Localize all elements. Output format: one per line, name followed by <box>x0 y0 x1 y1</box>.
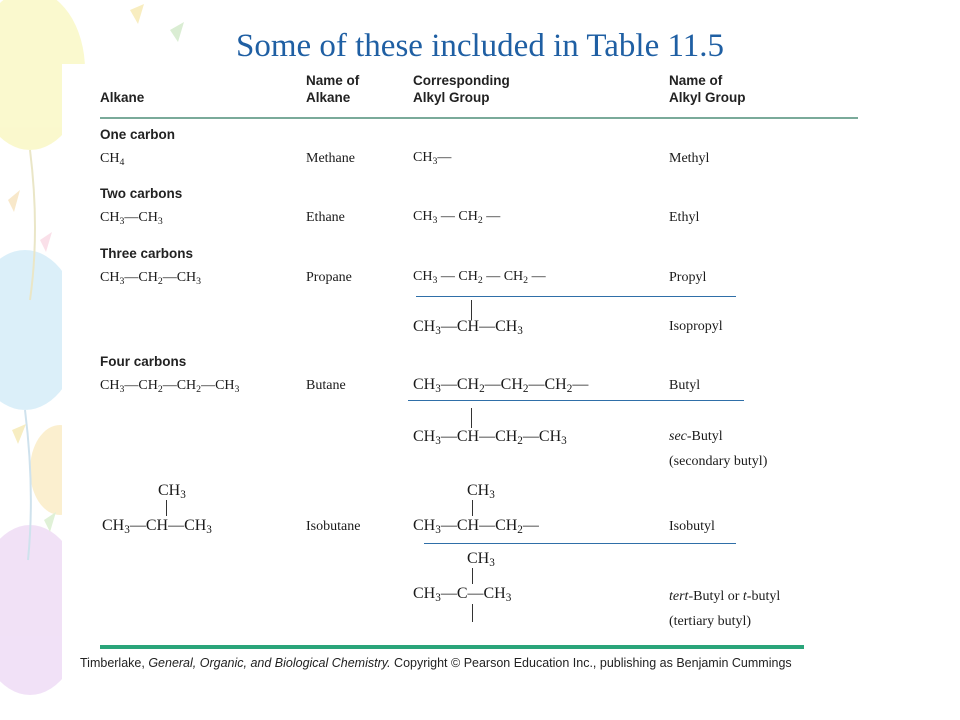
header-name-of-alkyl-line1: Name of <box>669 73 723 88</box>
name-propane: Propane <box>306 270 352 285</box>
group-tert-butyl-formula: $CH_3—C—CH_3$ <box>413 585 512 604</box>
group-ethyl-formula: $CH_3$ — $CH_2$ — <box>413 209 501 226</box>
group-name-butyl: Butyl <box>669 378 701 393</box>
header-alkyl-group-line1: Corresponding <box>413 73 510 88</box>
header-name-of-alkyl <box>669 72 746 106</box>
group-name-isopropyl: Isopropyl <box>669 319 723 334</box>
group-isopropyl-formula: $CH_3—CH—CH_3$ <box>413 318 523 337</box>
header-rule <box>100 117 858 119</box>
copyright-credit <box>80 656 792 670</box>
formula-propane: $CH_3—CH_2—CH_3$ <box>100 270 202 287</box>
section-one-carbon: One carbon <box>100 127 176 142</box>
tert-butyl-top-bond <box>472 568 473 584</box>
group-name-ethyl: Ethyl <box>669 210 700 225</box>
group-name-methyl: Methyl <box>669 151 710 166</box>
isobutyl-bond <box>472 500 473 516</box>
isobutyl-top-methyl: $CH_3$ <box>467 482 495 501</box>
name-isobutane: Isobutane <box>306 519 361 534</box>
row-rule-isobutyl <box>424 543 736 544</box>
group-methyl-formula: $CH_3—$ <box>413 150 452 167</box>
isopropyl-bond <box>471 300 472 320</box>
group-name-sec-butyl: sec-Butyl <box>669 429 723 444</box>
section-four-carbons: Four carbons <box>100 354 187 369</box>
group-propyl-formula: $CH_3$ — $CH_2$ — $CH_2$ — <box>413 269 546 286</box>
formula-ethane: $CH_3—CH_3$ <box>100 210 163 227</box>
header-name-of-alkane <box>306 72 359 106</box>
name-butane: Butane <box>306 378 346 393</box>
section-three-carbons: Three carbons <box>100 246 194 261</box>
alkyl-group-table <box>62 64 898 686</box>
table-bottom-rule <box>100 645 804 649</box>
formula-isobutane: $CH_3—CH—CH_3$ <box>102 517 212 536</box>
isobutane-bond <box>166 500 167 516</box>
isobutane-top-methyl: $CH_3$ <box>158 482 186 501</box>
group-note-tertiary-butyl: (tertiary butyl) <box>669 614 752 629</box>
header-name-of-alkyl-line2: Alkyl Group <box>669 90 746 105</box>
name-methane: Methane <box>306 151 355 166</box>
group-name-propyl: Propyl <box>669 270 707 285</box>
credit-author: Timberlake, <box>80 656 149 670</box>
sec-butyl-bond <box>471 408 472 428</box>
group-note-secondary-butyl: (secondary butyl) <box>669 454 768 469</box>
group-name-tert-butyl: tert-Butyl or t-butyl <box>669 589 781 604</box>
group-sec-butyl-formula: $CH_3—CH—CH_2—CH_3$ <box>413 428 567 447</box>
section-two-carbons: Two carbons <box>100 186 183 201</box>
formula-methane: $CH_4$ <box>100 151 125 168</box>
group-name-isobutyl: Isobutyl <box>669 519 715 534</box>
formula-butane: $CH_3—CH_2—CH_2—CH_3$ <box>100 378 240 395</box>
credit-copyright: Copyright © Pearson Education Inc., publishing as Benjamin Cummings <box>390 656 792 670</box>
tert-butyl-bottom-bond <box>472 604 473 622</box>
header-alkane <box>100 89 144 106</box>
header-name-of-alkane-line1: Name of <box>306 73 360 88</box>
slide-title: Some of these included in Table 11.5 <box>235 28 724 64</box>
name-ethane: Ethane <box>306 210 345 225</box>
header-alkyl-group-line2: Alkyl Group <box>413 90 490 105</box>
group-isobutyl-formula: $CH_3—CH—CH_2—$ <box>413 517 539 536</box>
row-rule-propyl <box>416 296 736 297</box>
group-butyl-formula: $CH_3—CH_2—CH_2—CH_2—$ <box>413 376 589 395</box>
header-alkane-label: Alkane <box>100 90 145 105</box>
tert-butyl-top-methyl: $CH_3$ <box>467 550 495 569</box>
header-alkyl-group <box>413 72 510 106</box>
row-rule-butyl <box>408 400 744 401</box>
header-name-of-alkane-line2: Alkane <box>306 90 351 105</box>
credit-book-title: General, Organic, and Biological Chemistry. <box>148 656 391 670</box>
